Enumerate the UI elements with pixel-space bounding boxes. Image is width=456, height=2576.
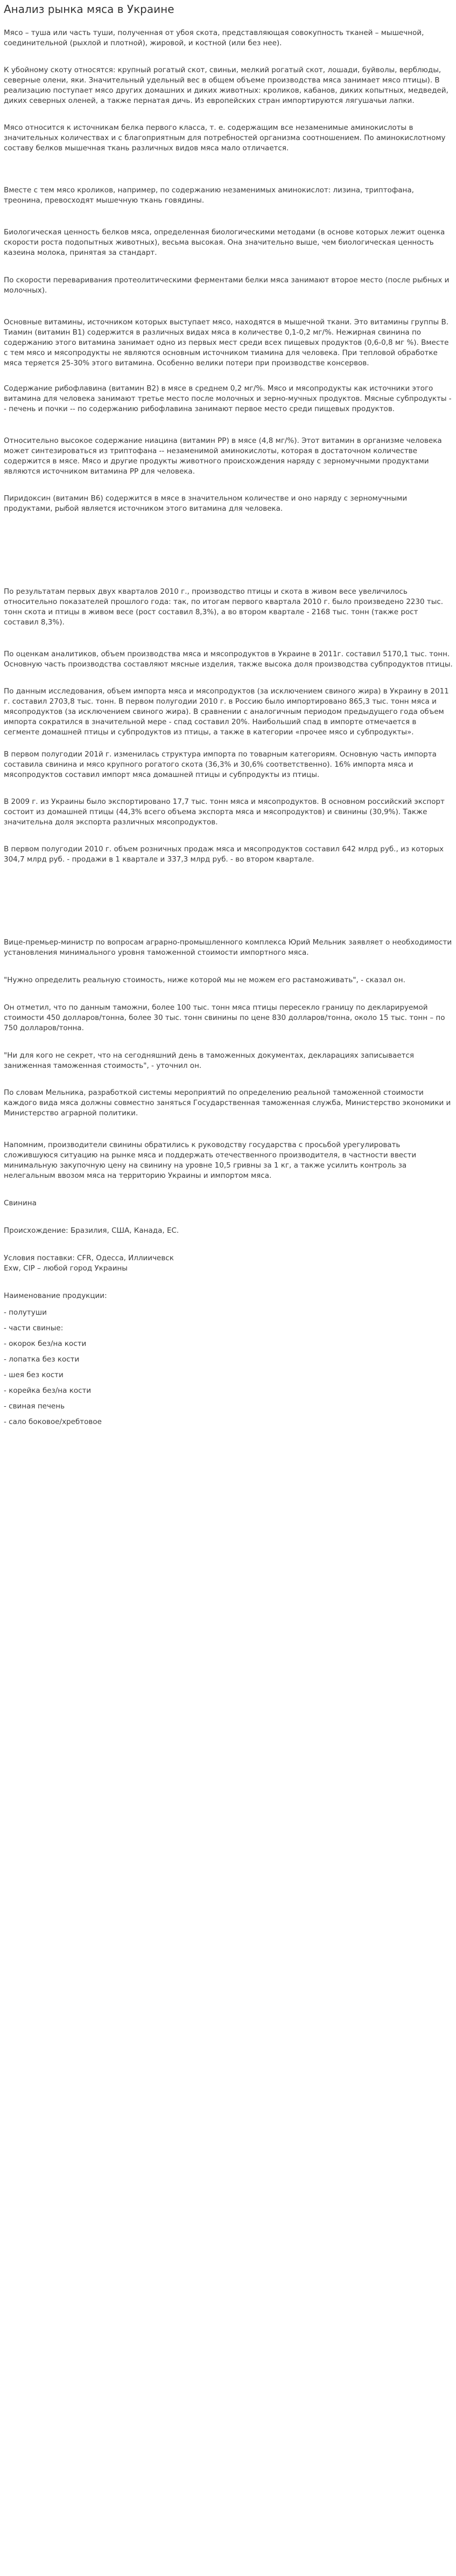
paragraph-delivery-terms: Условия поставки: CFR, Одесса, Иллиичевск Exw, CIP – любой город Украины	[4, 1254, 174, 1273]
list-item: - сало боковое/хребтовое	[4, 1418, 102, 1426]
paragraph-slaughter-livestock: К убойному скоту относятся: крупный рогатый скот, свиньи, мелкий рогатый скот, лошади, буйволы, верблюды, северные олени, яки. Значительный удельный вес в общем объеме производства мяса занимает мясо птицы). В реализацию поступает мясо других домашних и диких животных: кроликов, кабанов, диких копытных, медведей, диких северных оленей, а также пернатая дичь. Из европейских стран импортируются лягушачьи лапки.	[4, 66, 448, 105]
list-item: - шея без кости	[4, 1371, 64, 1379]
list-item: - корейка без/на кости	[4, 1386, 92, 1395]
paragraph-retail-sales: В первом полугодии 2010 г. объем розничных продаж мяса и мясопродуктов составил 642 млрд руб., из которых 304,7 млрд руб. - продажи в 1 квартале и 337,3 млрд руб. - во втором квартале.	[4, 845, 444, 864]
paragraph-vitamins-thiamine: Основные витамины, источником которых выступает мясо, находятся в мышечной ткани. Это витамины группы В. Тиамин (витамин В1) содержится в различных видах мяса в количестве 0,1-0,2 мг/%. Нежирная свинина по содержанию этого витамина занимает одно из первых мест среди всех пищевых продуктов (0,6-0,8 мг %). Вместе с тем мясо и мясопродукты не являются основным источником тиамина для человека. При тепловой обработке мяса теряется 25-30% этого витамина. Особенно велики потери при производстве консервов.	[4, 318, 449, 367]
paragraph-customs-quote: "Ни для кого не секрет, что на сегодняшний день в таможенных документах, декларациях записывается заниженная таможенная стоимость", - уточнил он.	[4, 1051, 414, 1070]
product-list	[4, 1308, 453, 1427]
paragraph-import-volume: По данным исследования, объем импорта мяса и мясопродуктов (за исключением свиного жира) в Украину в 2011 г. составил 2703,8 тыс. тонн. В первом полугодии 2010 г. в Россию было импортировано 865,3 тыс. тонн мяса и мясопродуктов (за исключением свиного жира). В сравнении с аналогичным периодом предыдущего года объем импорта сократился в значительной мере - спад составил 20%. Наибольший спад в импорте отмечается в сегменте домашней птицы и субпродуктов из птицы, а также в категории «прочее мясо и субпродукты».	[4, 687, 449, 737]
paragraph-digestion-speed: По скорости переваривания протеолитическими ферментами белки мяса занимают второе место (после рыбных и молочных).	[4, 276, 450, 295]
page-title: Анализ рынка мяса в Украине	[4, 3, 174, 16]
paragraph-niacin: Относительно высокое содержание ниацина (витамин РР) в мясе (4,8 мг/%). Этот витамин в организме человека может синтезироваться из триптофана -- незаменимой аминокислоты, которая в достаточном количестве содержится в мясе. Мясо и другие продукты животного происхождения наряду с зерномучными продуктами являются источником витамина РР для человека.	[4, 436, 442, 476]
list-item: - части свиные:	[4, 1324, 64, 1332]
paragraph-riboflavin: Содержание рибофлавина (витамин В2) в мясе в среднем 0,2 мг/%. Мясо и мясопродукты как источники этого витамина для человека занимают третье место после молочных и зерно-мучных продуктов. Мясные субпродукты -- печень и почки -- по содержанию рибофлавина занимают первое место среди пищевых продуктов.	[4, 384, 452, 413]
paragraph-rabbit-meat: Вместе с тем мясо кроликов, например, по содержанию незаменимых аминокислот: лизина, триптофана, треонина, превосходят мышечную ткань говядины.	[4, 186, 414, 205]
list-item: - окорок без/на кости	[4, 1339, 87, 1348]
paragraph-customs-system: По словам Мельника, разработкой системы мероприятий по определению реальной таможенной стоимости каждого вида мяса должны совместно заняться Государственная таможенная служба, Министерство экономики и Министерство аграрной политики.	[4, 1088, 451, 1117]
section-heading-pork: Свинина	[4, 1199, 37, 1207]
paragraph-melnik-statement: Вице-премьер-министр по вопросам аграрно-промышленного комплекса Юрий Мельник заявляет о необходимости установления минимального уровня таможенной стоимости импортного мяса.	[4, 938, 452, 957]
paragraph-production-2010: По результатам первых двух кварталов 2010 г., производство птицы и скота в живом весе увеличилось относительно показателей прошлого года: так, по итогам первого квартала 2010 г. было произведено 2230 тыс. тонн скота и птицы в живом весе (рост составил 8,3%), а во втором квартале - 2168 тыс. тонн (также рост составил 8,3%).	[4, 587, 444, 627]
paragraph-melnik-quote: "Нужно определить реальную стоимость, ниже которой мы не можем его растаможивать", - сказал он.	[4, 976, 405, 984]
paragraph-export-2009: В 2009 г. из Украины было экспортировано 17,7 тыс. тонн мяса и мясопродуктов. В основном российский экспорт состоит из домашней птицы (44,3% всего объема экспорта мяса и мясопродуктов) и свинины (30,9%). Также значительна доля экспорта различных мясопродуктов.	[4, 797, 445, 827]
paragraph-customs-data: Он отметил, что по данным таможни, более 100 тыс. тонн мяса птицы пересекло границу по декларируемой стоимости 450 долларов/тонна, более 30 тыс. тонн свинины по цене 830 долларов/тонна, около 15 тыс. тонн – по 750 долларов/тонна.	[4, 1003, 445, 1032]
paragraph-pyridoxine: Пиридоксин (витамин В6) содержится в мясе в значительном количестве и оно наряду с зерномучными продуктами, рыбой является источником этого витамина для человека.	[4, 494, 408, 513]
paragraph-biological-value: Биологическая ценность белков мяса, определенная биологическими методами (в основе которых лежит оценка скорости роста подопытных животных), весьма высокая. Она значительно выше, чем биологическая ценность казеина молока, принятая за стандарт.	[4, 228, 445, 257]
paragraph-origin: Происхождение: Бразилия, США, Канада, ЕС.	[4, 1226, 179, 1235]
paragraph-product-heading: Наименование продукции:	[4, 1292, 107, 1300]
paragraph-production-2011: По оценкам аналитиков, объем производства мяса и мясопродуктов в Украине в 2011г. составил 5170,1 тыс. тонн. Основную часть производства составляют мясные изделия, также высока доля производства субпродуктов птицы.	[4, 650, 453, 669]
list-item: - лопатка без кости	[4, 1355, 80, 1364]
list-item: - полутуши	[4, 1308, 47, 1317]
paragraph-pork-producers: Напомним, производители свинины обратились к руководству государства с просьбой урегулировать сложившуюся ситуацию на рынке мяса и поддержать отечественного производителя, в частности ввести минимальную закупочную цену на свинину на уровне 10,5 гривны за 1 кг, а также усилить контроль за нелегальным ввозом мяса на территорию Украины и импортом мяса.	[4, 1141, 417, 1180]
paragraph-protein-class: Мясо относится к источникам белка первого класса, т. е. содержащим все незаменимые аминокислоты в значительных количествах и с благоприятным для потребностей организма соотношением. По аминокислотному составу белков мышечная ткань различных видов мяса мало отличается.	[4, 123, 446, 152]
list-item: - свиная печень	[4, 1402, 65, 1411]
paragraph-import-structure: В первом полугодии 201й г. изменилась структура импорта по товарным категориям. Основную часть импорта составила свинина и мясо крупного рогатого скота (36,3% и 30,6% соответственно). 16% импорта мяса и мясопродуктов составил импорт мяса домашней птицы и субпродукты из птицы.	[4, 750, 437, 779]
paragraph-meat-definition: Мясо – туша или часть туши, полученная от убоя скота, представляющая совокупность тканей – мышечной, соединительной (рыхлой и плотной), жировой, и костной (или без нее).	[4, 29, 424, 47]
